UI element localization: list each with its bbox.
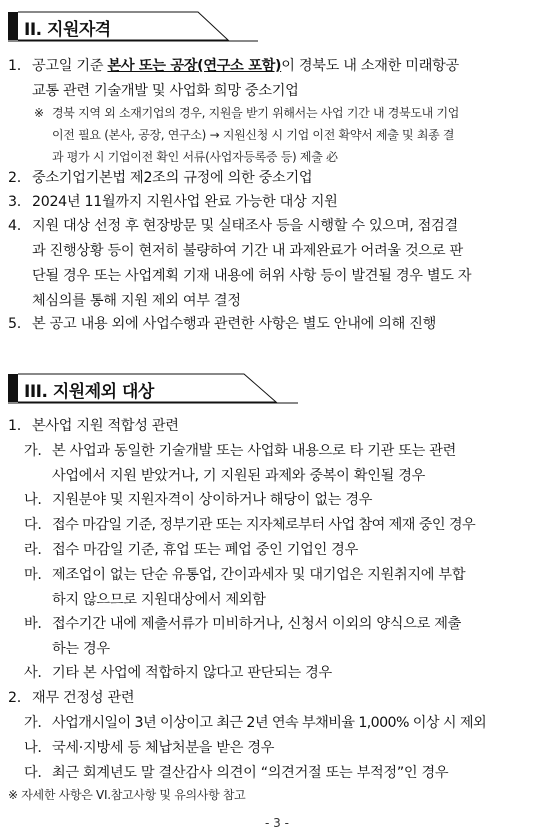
item-text-post: 이 경북도 내 소재한 미래항공 [281,58,459,74]
footnote-text: ※ 자세한 사항은 VI.참고사항 및 유의사항 참고 [8,788,246,802]
item-number: 2. [8,170,21,186]
note-line: 이전 필요 (본사, 공장, 연구소) → 지원신청 시 기업 이전 확약서 제출 및 최종 결 [52,128,455,142]
group-title: 본사업 지원 적합성 관련 [32,418,179,434]
item-text-line: 기타 본 사업에 적합하지 않다고 판단되는 경우 [52,665,332,681]
item-number: 사. [24,665,42,681]
item-number: 나. [24,740,42,756]
item-number: 1. [8,58,21,74]
section-2-header [8,10,111,44]
item-number: 4. [8,218,21,234]
item-text-line: 체심의를 통해 지원 제외 여부 결정 [32,293,241,309]
item-number: 나. [24,492,42,508]
item-number: 라. [24,542,42,558]
section-2-title: II. 지원자격 [24,19,111,40]
item-text-emphasis: 본사 또는 공장(연구소 포함) [107,58,282,74]
item-text-line: 2024년 11월까지 지원사업 완료 가능한 대상 지원 [32,194,338,210]
section-3-title: III. 지원제외 대상 [24,381,154,402]
item-text-line: 최근 회계년도 말 결산감사 의견이 “의견거절 또는 부적정”인 경우 [52,765,449,781]
item-text-line: 중소기업기본법 제2조의 규정에 의한 중소기업 [32,170,313,186]
item-text-line: 교통 관련 기술개발 및 사업화 희망 중소기업 [32,83,299,99]
item-number: 3. [8,194,21,210]
group-title: 재무 건정성 관련 [32,690,135,706]
item-text-line: 사업개시일이 3년 이상이고 최근 2년 연속 부채비율 1,000% 이상 시 제외 [52,715,487,731]
item-text-line: 사업에서 지원 받았거나, 기 지원된 과제와 중복이 확인될 경우 [52,468,426,484]
item-number: 바. [24,616,42,632]
item-number: 다. [24,765,42,781]
item-text-line: 과 진행상황 등이 현저히 불량하여 기간 내 과제완료가 어려울 것으로 판 [32,243,463,259]
item-text-line: 제조업이 없는 단순 유통업, 간이과세자 및 대기업은 지원취지에 부합 [52,567,466,583]
item-text-line: 접수 마감일 기준, 정부기관 또는 지자체로부터 사업 참여 제재 중인 경우 [52,517,476,533]
note-mark: ※ [34,106,44,120]
note-line: 경북 지역 외 소재기업의 경우, 지원을 받기 위해서는 사업 기간 내 경북도내 기업 [52,106,460,120]
item-text-line: 본 공고 내용 외에 사업수행과 관련한 사항은 별도 안내에 의해 진행 [32,316,437,332]
group-number: 1. [8,418,21,434]
page-number: - 3 - [265,816,289,830]
item-number: 마. [24,567,42,583]
note-line: 과 평가 시 기업이전 확인 서류(사업자등록증 등) 제출 必 [52,150,338,164]
section-3-header [8,372,154,406]
group-number: 2. [8,690,21,706]
item-text-line: 지원 대상 선정 후 현장방문 및 실태조사 등을 시행할 수 있으며, 점검결 [32,218,458,234]
item-number: 다. [24,517,42,533]
item-text-line: 접수기간 내에 제출서류가 미비하거나, 신청서 이외의 양식으로 제출 [52,616,462,632]
item-text-line: 하지 않으므로 지원대상에서 제외함 [52,592,266,608]
item-text-line: 접수 마감일 기준, 휴업 또는 폐업 중인 기업인 경우 [52,542,358,558]
item-text-line: 지원분야 및 지원자격이 상이하거나 해당이 없는 경우 [52,492,373,508]
item-number: 5. [8,316,21,332]
item-text-line: 단될 경우 또는 사업계획 기재 내용에 허위 사항 등이 발견될 경우 별도 자 [32,268,472,284]
item-number: 가. [24,443,42,459]
item-text-line: 국세·지방세 등 체납처분을 받은 경우 [52,740,275,756]
item-number: 가. [24,715,42,731]
item-text-line: 본 사업과 동일한 기술개발 또는 사업화 내용으로 타 기관 또는 관련 [52,443,457,459]
item-text-line: 하는 경우 [52,641,110,657]
item-text-pre: 공고일 기준 [32,58,108,74]
